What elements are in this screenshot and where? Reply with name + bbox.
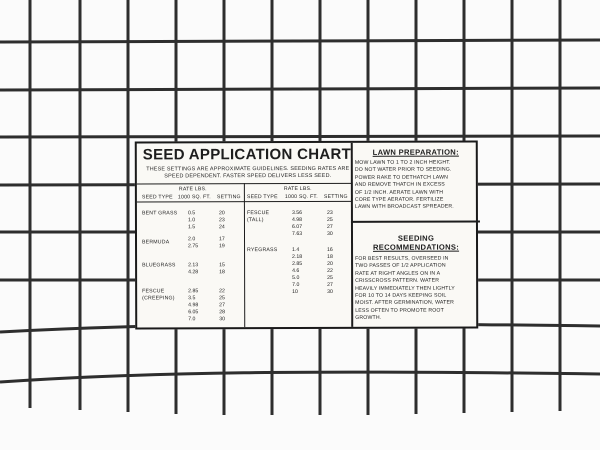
setting-cell: 30 [327,288,333,295]
setting-cell: 30 [326,230,333,237]
setting-header-left: SETTING [216,194,241,201]
seed-type-fescue-tall: FESCUE [246,210,270,217]
rate-cell: 2.85 [188,288,199,295]
rate-cell: 2.75 [188,243,199,250]
seed-type-fescue-tall-note: (TALL) [246,217,264,224]
lawn-prep-title: LAWN PREPARATION: [372,147,459,157]
rate-cell: 7.0 [292,282,300,289]
seed-type-header-right: SEED TYPE [246,194,278,201]
setting-cell: 18 [219,269,225,276]
rate-cell: 0.5 [187,210,196,217]
rate-cell: 3.5 [188,295,196,302]
rate-cell: 3.56 [291,210,303,217]
rate-cell: 1.0 [187,217,196,224]
rate-header-right: RATE LBS. [283,185,312,193]
setting-cell: 22 [219,288,225,295]
setting-cell: 18 [327,253,333,260]
seed-type-bent-grass: BENT GRASS [141,210,178,217]
seed-application-label [135,141,478,330]
setting-cell: 30 [219,316,226,323]
setting-cell: 25 [219,295,225,302]
setting-header-right: SETTING [323,193,348,200]
rate-cell: 2.0 [188,236,196,243]
setting-cell: 25 [326,216,333,223]
right-divider [351,221,480,223]
setting-cell: 15 [219,262,225,269]
rate-cell: 10 [292,289,298,296]
setting-cell: 27 [219,302,225,309]
rate-cell: 2.85 [292,261,303,268]
rate-cell: 2.13 [188,262,199,269]
setting-cell: 20 [218,210,225,217]
lawn-prep-text: MOW LAWN TO 1 TO 2 INCH HEIGHT. DO NOT WATER PRIOR TO SEEDING. POWER RAKE TO DETHATCH LAWN AND REMOVE THATCH IN EXCESS OF 1/2 INCH. AERATE LAWN WITH CORE TYPE AERATOR. FERTILIZE LAWN WITH BROADCAST SPREADER. [354,159,454,211]
rate-cell: 7.63 [291,231,303,238]
seed-type-ryegrass: RYEGRASS [247,247,278,254]
setting-cell: 27 [326,223,333,230]
setting-cell: 24 [218,224,225,231]
seeding-text: FOR BEST RESULTS, OVERSEED IN TWO PASSES OF 1/2 APPLICATION RATE AT RIGHT ANGLES ON IN A CRISSCROSS PATTERN. WATER HEAVILY IMMEDIATELY THEN LIGHTLY FOR 10 TO 14 DAYS KEEPING SOIL MOIST. AFTER GERMINATION, WATER LESS OFTEN TO PROMOTE ROOT GROWTH. [355,255,455,322]
setting-cell: 25 [327,274,333,281]
table-divider [244,183,245,327]
per-1000-header-right: 1000 SQ. FT. [284,193,318,201]
rate-cell: 6.07 [291,224,303,231]
rate-cell: 6.05 [188,309,199,316]
seed-type-header-left: SEED TYPE [141,194,173,201]
rate-cell: 4.98 [188,302,199,309]
per-1000-header-left: 1000 SQ. FT. [177,194,211,201]
setting-cell: 20 [327,260,333,267]
seed-type-fescue-creeping: FESCUE [142,288,165,295]
rate-cell: 7.0 [188,316,196,323]
rate-cell: 4.28 [188,269,199,276]
setting-cell: 16 [327,246,333,253]
rate-cell: 2.18 [292,254,303,261]
setting-cell: 23 [218,217,225,224]
seeding-title-line2: RECOMMENDATIONS: [372,242,460,252]
chart-subtitle: THESE SETTINGS ARE APPROXIMATE GUIDELINES. SEEDING RATES ARE SPEED DEPENDENT. FASTER SPEED DELIVERS LESS SEED. [146,165,350,180]
rate-cell: 1.5 [187,224,196,231]
seed-type-fescue-creeping-note: (CREEPING) [142,295,175,302]
rate-cell: 4.6 [292,268,300,275]
seed-type-bluegrass: BLUEGRASS [142,262,176,269]
seed-type-bermuda: BERMUDA [142,239,170,246]
setting-cell: 28 [219,309,225,316]
setting-cell: 22 [327,267,333,274]
rate-cell: 5.0 [292,275,300,282]
setting-cell: 19 [219,243,225,250]
setting-cell: 27 [327,281,333,288]
chart-title: SEED APPLICATION CHART [142,145,352,164]
rate-cell: 4.98 [291,217,303,224]
setting-cell: 17 [219,236,225,243]
seeding-title-line1: SEEDING [397,233,435,243]
rate-header-left: RATE LBS. [178,186,207,193]
setting-cell: 23 [326,209,333,216]
rate-cell: 1.4 [292,247,300,254]
